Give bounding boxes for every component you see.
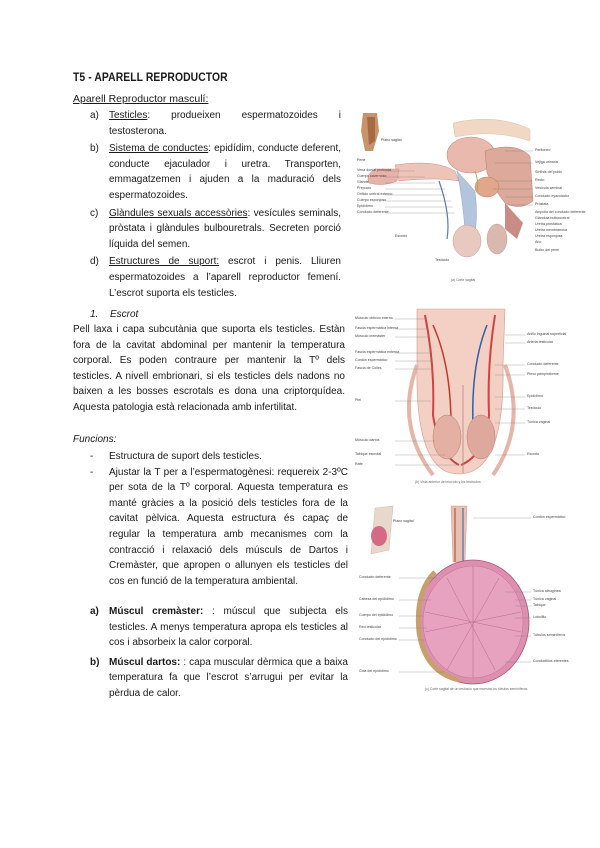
list-text: : vesícules seminals, pròstata i glàndules bulbouretrals. Secreten porció líquida del semen. [109, 207, 341, 250]
list-item [73, 604, 348, 651]
list-item [73, 449, 348, 465]
list-item [73, 254, 341, 301]
figure-anterior-scrotum [355, 305, 565, 485]
label-left: Músculo cremáster [355, 334, 386, 338]
list-item [73, 206, 341, 253]
label-right: Lobulillo [533, 615, 547, 619]
label-right: Túnica albugínea [533, 589, 561, 593]
label-left: Cuerpo esponjoso [357, 198, 387, 202]
figure-caption: (a) Corte sagital [451, 278, 476, 282]
funcions-list [73, 449, 348, 589]
funcions-heading: Funcions: [73, 434, 117, 445]
label-right: Plexo pampiniforme [527, 372, 559, 376]
figure-caption: (c) Corte sagital de un testículo que muestra los túbulos seminíferos [425, 687, 528, 691]
label-left: Cola del epidídimo [359, 669, 389, 673]
label-left: Conducto deferente [359, 575, 391, 579]
label-right: Ano [535, 240, 542, 244]
label-left: Vena dorsal profunda [357, 168, 392, 172]
label-left: Músculo oblicuo interno [355, 316, 393, 320]
label-right: Recto [535, 178, 545, 182]
list-marker: c) [90, 207, 99, 219]
label-left: Rafe [355, 462, 363, 466]
components-list [73, 108, 341, 303]
label-right: Túnica vaginal [527, 420, 551, 424]
label-left: Prepucio [357, 186, 372, 190]
muscles-list [73, 604, 348, 706]
list-marker: d) [90, 256, 99, 268]
list-marker: b) [90, 656, 100, 668]
inset-label: Plano sagital [393, 519, 414, 523]
label-right: Tabique [533, 603, 546, 607]
label-right: Sínfisis del pubis [535, 170, 562, 174]
label-right: Epidídimo [527, 394, 543, 398]
label-right: Próstata [535, 202, 549, 206]
label-left: Fascia espermática externa [355, 350, 400, 354]
list-text: Ajustar la T per a l’espermatogènesi: requereix 2-3ºC per sota de la Tº corporal. Aquesta temperatura es manté gràcies a la posició dels testicles fora de la cavitat pèlvica. Aquesta estructura és capaç de regular la temperatura amb mecanismes com la contracció i relaxació dels músculs de Dartos i Cremàster, que apropen o allunyen els testicles del cos en funció de la temperatura ambiental. [109, 466, 348, 587]
muscle-name: Múscul dartos: [109, 656, 181, 668]
label-left: Tabique escrotal [355, 452, 382, 456]
list-text: Estructura de suport dels testicles. [109, 451, 262, 462]
label-left: Cuerpo del epidídimo [359, 613, 394, 617]
label-right: Conductillos eferentes [533, 659, 569, 663]
label-right: Peritoneo [535, 148, 551, 152]
list-item [73, 465, 348, 590]
label-right: Bulbo del pene [535, 248, 559, 252]
label-left: Cuerpo cavernoso [357, 174, 387, 178]
list-text: : produeixen espermatozoides i testosterona. [109, 110, 341, 137]
label-left: Fascia espermática interna [355, 326, 399, 330]
list-term: Glàndules sexuals accessòries [109, 207, 248, 219]
label-right: Testículo [527, 406, 542, 410]
label-right: Cordón espermático [533, 515, 566, 519]
label-left: Fascia de Colles [355, 366, 382, 370]
label-right: Anillo inguinal superficial [527, 332, 567, 336]
muscle-name: Múscul cremàster: [109, 606, 204, 617]
label-left: Músculo dartos [355, 438, 380, 442]
escrot-paragraph: Pell laxa i capa subcutània que suporta els testicles. Estàn fora de la cavitat abdominal per mantenir la temperatura corporal. Es poden contraure per mantenir la Tº dels testicles. A nivell embrionari, si els testicles dels nadons no baixen a les bosses escrotals es dona una criptorquídea. Aquesta patologia està relacionada amb infertilitat. [73, 324, 345, 413]
list-marker: a) [90, 110, 99, 121]
list-item [73, 108, 341, 139]
label-right: Conducto deferente [527, 362, 559, 366]
label-right: Uretra membranosa [535, 228, 567, 232]
list-marker: a) [90, 606, 99, 617]
list-item [73, 141, 341, 203]
figure-testis-section [355, 502, 569, 694]
figure-caption: (b) Vista anterior del escroto y los testículos [415, 480, 481, 484]
label-left: Conducto deferente [357, 210, 389, 214]
label-left: Cabeza del epidídimo [359, 597, 394, 601]
list-term: Estructures de suport: [109, 256, 220, 268]
label-right: Uretra prostática [535, 222, 562, 226]
list-item [73, 655, 348, 702]
label-right: Túbulos seminíferos [533, 633, 566, 637]
section-heading [90, 309, 138, 320]
label-left: Cordón espermático [355, 358, 388, 362]
label-right: Ampolla del conducto deferente [535, 210, 586, 214]
label-right: Glándula bulbouretral [535, 216, 570, 220]
list-marker: - [90, 466, 94, 478]
muscle-text: : capa muscular dèrmica que a baixa temperatura fa que l’escrot s’arrugui per evitar la pèrdua de calor. [109, 656, 348, 699]
label-left: Epidídimo [357, 204, 373, 208]
figure-sagittal-pelvis [355, 111, 586, 289]
label-left: Testículo [435, 258, 450, 262]
list-marker: b) [90, 143, 99, 155]
section-title: Escrot [110, 309, 139, 320]
label-right: Vesícula seminal [535, 186, 562, 190]
page-title: T5 - APARELL REPRODUCTOR [73, 72, 228, 84]
muscle-text: : múscul que subjecta els testicles. A menys temperatura apropa els testicles al cos i absorbeix la calor corporal. [109, 606, 348, 649]
label-left: Pene [357, 158, 366, 162]
list-term: Testicles [109, 110, 148, 121]
list-text: : epidídim, conducte deferent, conducte ejaculador i uretra. Transporten, emmagatzemen i ajuden a la maduració dels espermatozoides. [109, 143, 342, 201]
list-term: Sistema de conductes [109, 143, 209, 155]
list-text: escrot i penis. Lliuren espermatozoides a l’aparell reproductor femení. L’escrot suporta els testicles. [109, 256, 341, 299]
label-right: Arteria testicular [527, 340, 553, 344]
section-subtitle: Aparell Reproductor masculí: [73, 93, 209, 105]
inset-label: Plano sagital [381, 138, 402, 142]
label-left: Conducto del epidídimo [359, 637, 397, 641]
label-left: Glande [357, 180, 369, 184]
label-right: Conducto eyaculador [535, 194, 569, 198]
label-left: Red testicular [359, 625, 381, 629]
label-right: Uretra esponjosa [535, 234, 563, 238]
label-left: Piel [355, 398, 361, 402]
label-left: Orificio uretral externo [357, 192, 393, 196]
label-right: Túnica vaginal [533, 597, 557, 601]
label-left: Escroto [395, 234, 408, 238]
label-right: Escroto [527, 452, 540, 456]
list-marker: - [90, 451, 94, 462]
label-right: Vejiga urinaria [535, 160, 558, 164]
section-number: 1. [90, 309, 99, 320]
